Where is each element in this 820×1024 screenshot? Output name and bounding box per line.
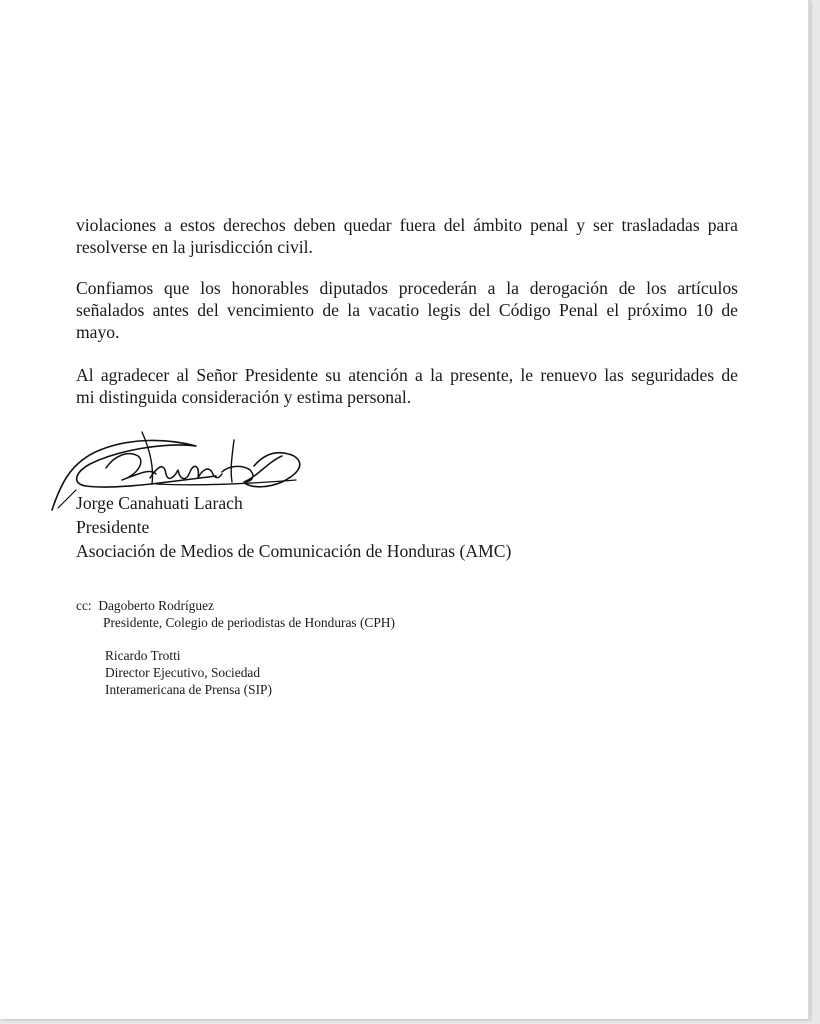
- text-line: mayo.: [76, 322, 120, 342]
- cc-recipient-name: Dagoberto Rodríguez: [98, 598, 214, 613]
- text-line: mi distinguida consideración y estima personal.: [76, 387, 412, 407]
- signer-organization: Asociación de Medios de Comunicación de Honduras (AMC): [76, 541, 512, 561]
- paragraph-derechos: [76, 214, 738, 258]
- cc-first-recipient: [76, 597, 395, 614]
- paragraph-closing: [76, 364, 738, 408]
- cc-spacer: [76, 631, 395, 647]
- signer-title: Presidente: [76, 517, 150, 537]
- text-line: señalados antes del vencimiento de la vacatio legis del Código Penal el próximo 10 de: [76, 300, 738, 320]
- paragraph-derogacion: [76, 277, 738, 343]
- cc-recipient-role: Interamericana de Prensa (SIP): [105, 682, 272, 697]
- signature-block: [76, 491, 511, 563]
- cc-recipient-name: Ricardo Trotti: [105, 648, 181, 663]
- cc-recipient-role: Director Ejecutivo, Sociedad: [105, 665, 261, 680]
- cc-prefix: cc:: [76, 598, 92, 613]
- page-edge: [808, 0, 810, 1019]
- signer-name: Jorge Canahuati Larach: [76, 493, 243, 513]
- text-line: violaciones a estos derechos deben quedar fuera del ámbito penal y ser trasladadas para: [76, 215, 738, 235]
- text-line: Confiamos que los honorables diputados procederán a la derogación de los artículos: [76, 278, 738, 298]
- text-line: Al agradecer al Señor Presidente su atención a la presente, le renuevo las seguridades de: [76, 365, 738, 385]
- cc-recipient-role: Presidente, Colegio de periodistas de Honduras (CPH): [103, 615, 395, 630]
- carbon-copy-list: [76, 597, 395, 698]
- text-line: resolverse en la jurisdicción civil.: [76, 237, 313, 257]
